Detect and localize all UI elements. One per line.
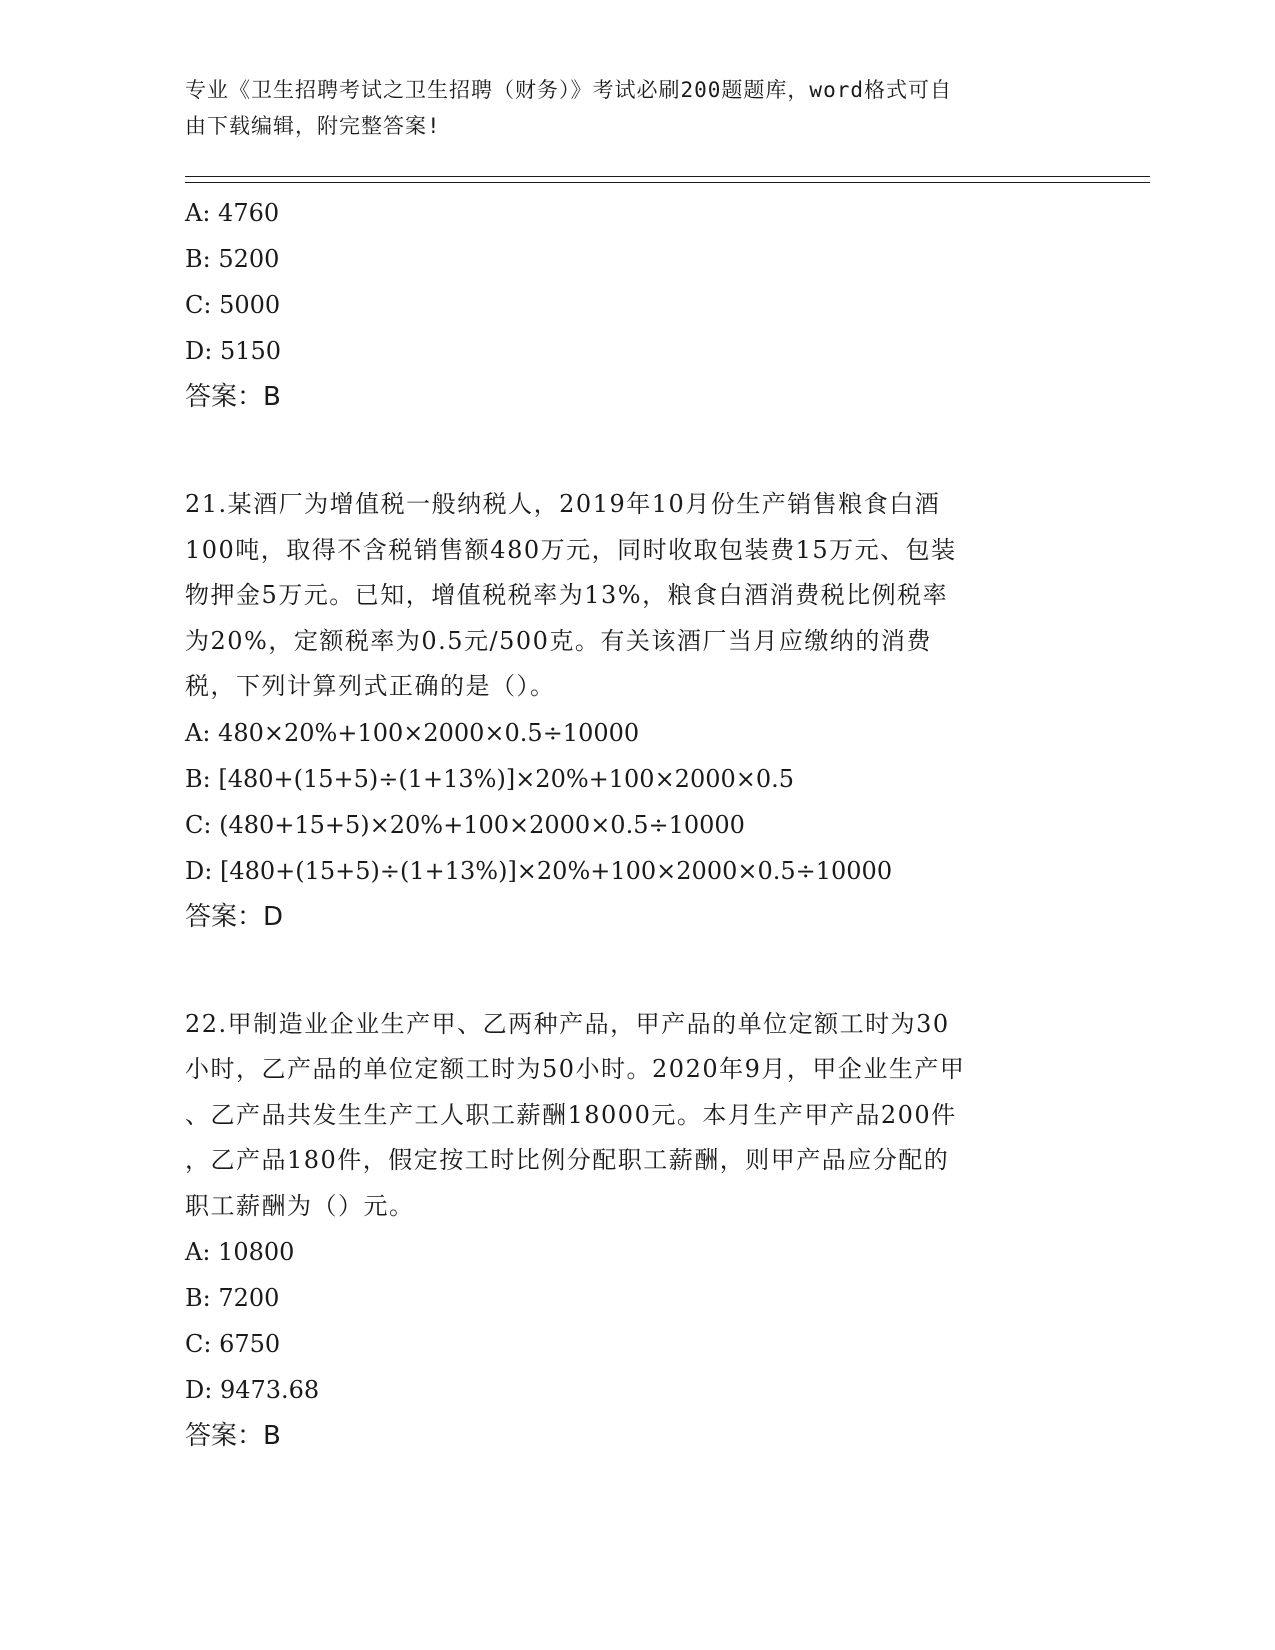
answer-line: 答案：B [185, 382, 281, 412]
option-b: B: 7200 [185, 1284, 280, 1312]
question-text: 21.某酒厂为增值税一般纳税人，2019年10月份生产销售粮食白酒 100吨，取得不含税销售额480万元，同时收取包装费15万元、包装 物押金5万元。已知，增值税税率为13%，粮食白酒消费税比例税率 为20%，定额税率为0.5元/500克。有关该酒厂当月应缴纳的消费 税，下列计算列式正确的是（）。 [185, 490, 957, 700]
question-block-20 [185, 190, 1085, 420]
header-divider-top [185, 176, 1150, 177]
option-d: D: [480+(15+5)÷(1+13%)]×20%+100×2000×0.5÷10000 [185, 856, 893, 885]
option-b: B: 5200 [185, 245, 280, 273]
option-c: C: (480+15+5)×20%+100×2000×0.5÷10000 [185, 810, 745, 839]
header-line-2: 由下载编辑，附完整答案! [185, 114, 441, 138]
question-text: 22.甲制造业企业生产甲、乙两种产品，甲产品的单位定额工时为30 小时，乙产品的单位定额工时为50小时。2020年9月，甲企业生产甲 、乙产品共发生生产工人职工薪酬18000元。本月生产甲产品200件 ，乙产品180件，假定按工时比例分配职工薪酬，则甲产品应分配的 职工薪酬为（）元。 [185, 1009, 966, 1220]
question-list [185, 190, 1085, 1459]
option-a: A: 480×20%+100×2000×0.5÷10000 [185, 718, 640, 747]
answer-line: 答案：B [185, 1421, 281, 1451]
option-c: C: 5000 [185, 291, 281, 319]
question-block-22 [185, 1002, 1085, 1460]
option-c: C: 6750 [185, 1330, 281, 1358]
option-d: D: 5150 [185, 337, 282, 365]
option-a: A: 10800 [185, 1238, 295, 1266]
answer-line: 答案：D [185, 901, 284, 932]
option-d: D: 9473.68 [185, 1376, 320, 1404]
document-header [185, 72, 1065, 144]
question-block-21 [185, 482, 1085, 940]
header-divider-bottom [185, 182, 1150, 183]
header-line-1: 专业《卫生招聘考试之卫生招聘（财务）》考试必刷200题题库，word格式可自 [185, 78, 952, 102]
option-b: B: [480+(15+5)÷(1+13%)]×20%+100×2000×0.5 [185, 764, 795, 793]
option-a: A: 4760 [185, 199, 280, 227]
